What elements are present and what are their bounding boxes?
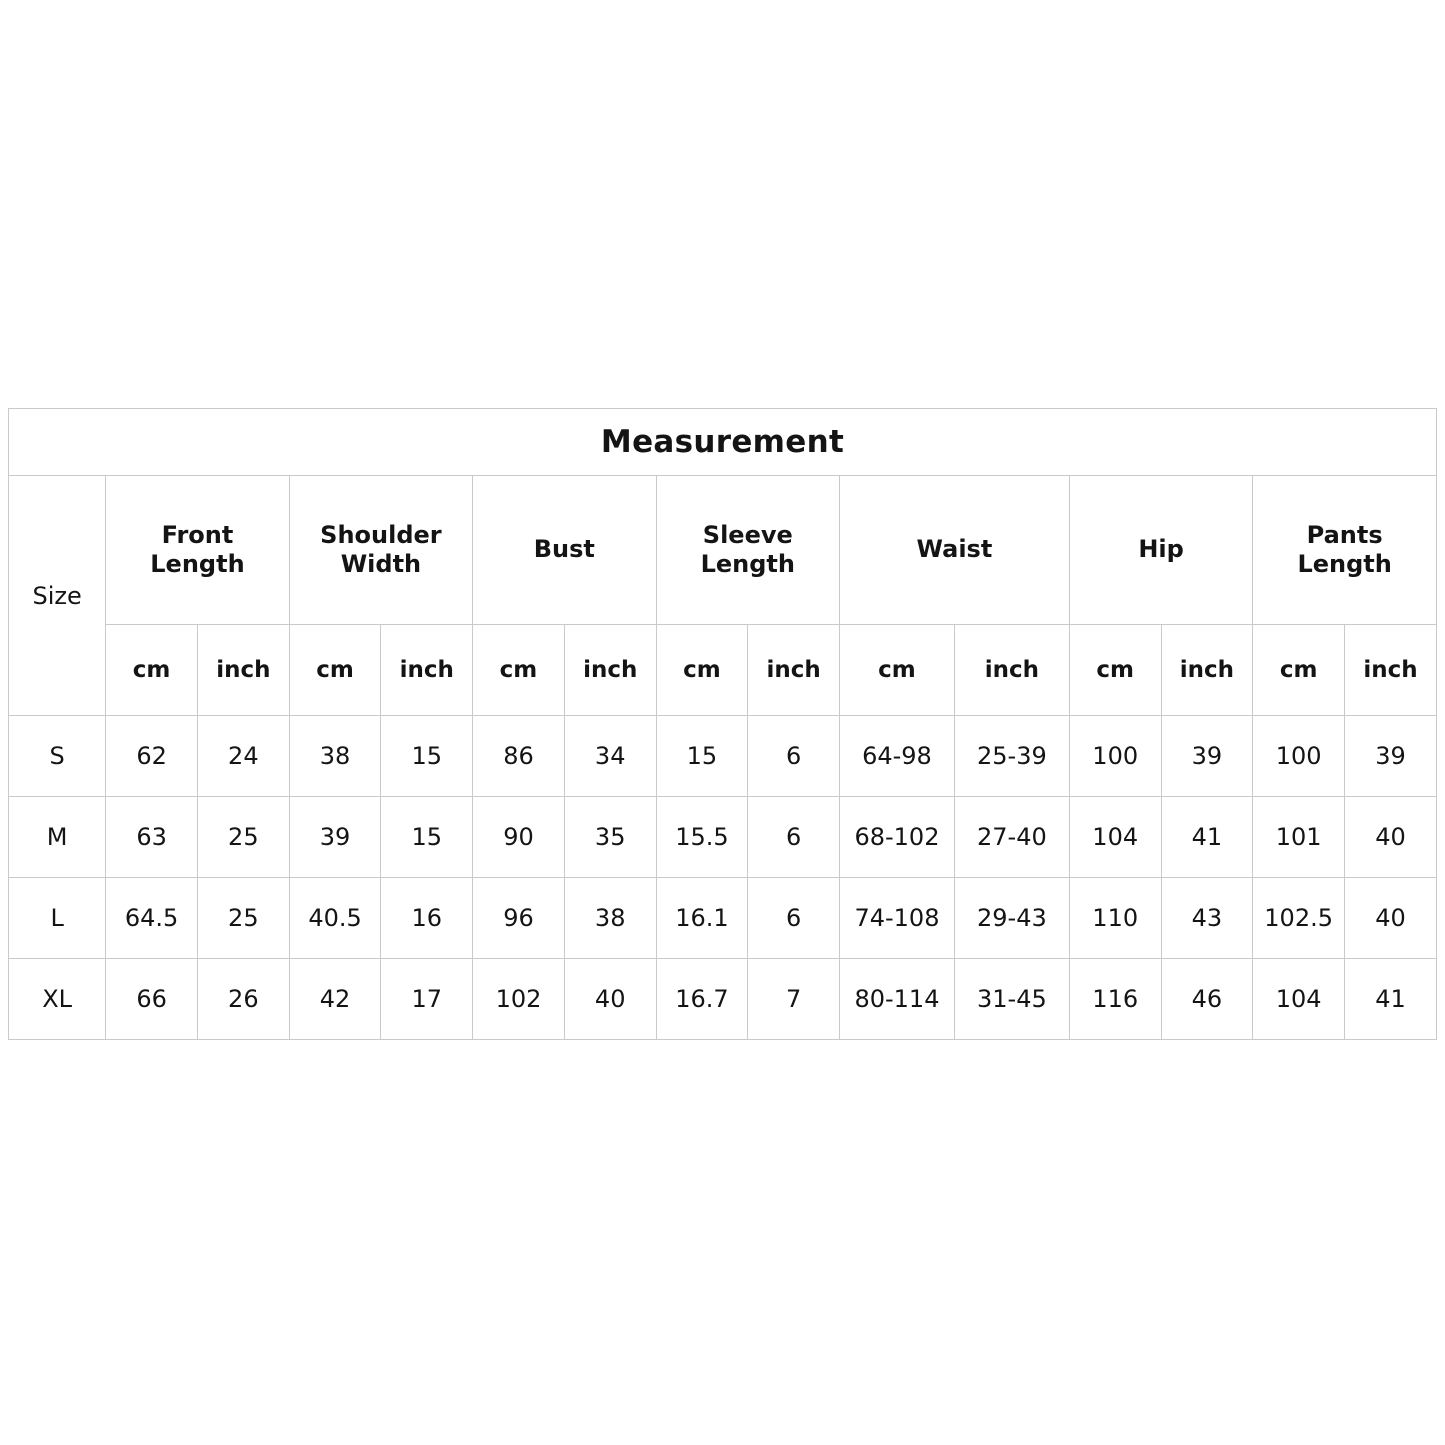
cell-pants-length-inch: 39 <box>1345 716 1437 797</box>
cell-waist-cm: 74-108 <box>840 878 955 959</box>
row-size: M <box>9 797 106 878</box>
cell-sleeve-length-inch: 6 <box>748 878 840 959</box>
unit-shoulder-width-cm: cm <box>289 625 381 716</box>
cell-sleeve-length-inch: 6 <box>748 797 840 878</box>
row-size: XL <box>9 959 106 1040</box>
cell-shoulder-width-cm: 39 <box>289 797 381 878</box>
cell-pants-length-inch: 40 <box>1345 797 1437 878</box>
cell-shoulder-width-cm: 40.5 <box>289 878 381 959</box>
cell-front-length-cm: 64.5 <box>106 878 198 959</box>
cell-front-length-inch: 26 <box>197 959 289 1040</box>
cell-bust-cm: 96 <box>473 878 565 959</box>
cell-waist-cm: 80-114 <box>840 959 955 1040</box>
unit-sleeve-length-inch: inch <box>748 625 840 716</box>
cell-front-length-inch: 25 <box>197 797 289 878</box>
unit-waist-inch: inch <box>954 625 1069 716</box>
header-shoulder-width: Shoulder Width <box>289 476 472 625</box>
unit-bust-cm: cm <box>473 625 565 716</box>
size-chart-container <box>8 408 1437 1040</box>
unit-front-length-inch: inch <box>197 625 289 716</box>
unit-shoulder-width-inch: inch <box>381 625 473 716</box>
header-hip: Hip <box>1069 476 1252 625</box>
cell-waist-cm: 68-102 <box>840 797 955 878</box>
unit-front-length-cm: cm <box>106 625 198 716</box>
header-waist: Waist <box>840 476 1070 625</box>
cell-waist-cm: 64-98 <box>840 716 955 797</box>
cell-pants-length-cm: 104 <box>1253 959 1345 1040</box>
cell-bust-inch: 40 <box>564 959 656 1040</box>
cell-shoulder-width-inch: 15 <box>381 716 473 797</box>
cell-hip-inch: 46 <box>1161 959 1253 1040</box>
cell-pants-length-inch: 40 <box>1345 878 1437 959</box>
unit-bust-inch: inch <box>564 625 656 716</box>
row-size: S <box>9 716 106 797</box>
cell-front-length-inch: 25 <box>197 878 289 959</box>
cell-bust-cm: 86 <box>473 716 565 797</box>
table-row <box>9 716 1437 797</box>
unit-sleeve-length-cm: cm <box>656 625 748 716</box>
unit-pants-length-inch: inch <box>1345 625 1437 716</box>
cell-waist-inch: 31-45 <box>954 959 1069 1040</box>
group-header-row <box>9 476 1437 625</box>
header-front-length: Front Length <box>106 476 289 625</box>
cell-bust-cm: 102 <box>473 959 565 1040</box>
cell-front-length-cm: 63 <box>106 797 198 878</box>
unit-hip-inch: inch <box>1161 625 1253 716</box>
cell-sleeve-length-inch: 7 <box>748 959 840 1040</box>
cell-bust-cm: 90 <box>473 797 565 878</box>
table-title-row <box>9 409 1437 476</box>
cell-hip-cm: 100 <box>1069 716 1161 797</box>
unit-pants-length-cm: cm <box>1253 625 1345 716</box>
cell-bust-inch: 34 <box>564 716 656 797</box>
cell-bust-inch: 38 <box>564 878 656 959</box>
unit-header-row <box>9 625 1437 716</box>
unit-waist-cm: cm <box>840 625 955 716</box>
cell-hip-cm: 104 <box>1069 797 1161 878</box>
table-row <box>9 797 1437 878</box>
cell-shoulder-width-cm: 42 <box>289 959 381 1040</box>
cell-shoulder-width-inch: 16 <box>381 878 473 959</box>
row-size: L <box>9 878 106 959</box>
measurement-table <box>8 408 1437 1040</box>
table-row <box>9 878 1437 959</box>
header-sleeve-length: Sleeve Length <box>656 476 839 625</box>
header-size: Size <box>9 476 106 716</box>
cell-pants-length-inch: 41 <box>1345 959 1437 1040</box>
cell-sleeve-length-cm: 16.7 <box>656 959 748 1040</box>
cell-hip-inch: 39 <box>1161 716 1253 797</box>
cell-waist-inch: 29-43 <box>954 878 1069 959</box>
cell-hip-inch: 41 <box>1161 797 1253 878</box>
cell-front-length-inch: 24 <box>197 716 289 797</box>
cell-shoulder-width-inch: 17 <box>381 959 473 1040</box>
cell-hip-cm: 116 <box>1069 959 1161 1040</box>
cell-pants-length-cm: 101 <box>1253 797 1345 878</box>
cell-sleeve-length-cm: 16.1 <box>656 878 748 959</box>
header-bust: Bust <box>473 476 656 625</box>
cell-sleeve-length-cm: 15.5 <box>656 797 748 878</box>
header-pants-length: Pants Length <box>1253 476 1437 625</box>
unit-hip-cm: cm <box>1069 625 1161 716</box>
cell-hip-inch: 43 <box>1161 878 1253 959</box>
cell-sleeve-length-cm: 15 <box>656 716 748 797</box>
cell-waist-inch: 25-39 <box>954 716 1069 797</box>
table-title: Measurement <box>9 409 1437 476</box>
table-row <box>9 959 1437 1040</box>
cell-shoulder-width-cm: 38 <box>289 716 381 797</box>
cell-hip-cm: 110 <box>1069 878 1161 959</box>
cell-front-length-cm: 62 <box>106 716 198 797</box>
cell-bust-inch: 35 <box>564 797 656 878</box>
cell-pants-length-cm: 102.5 <box>1253 878 1345 959</box>
cell-pants-length-cm: 100 <box>1253 716 1345 797</box>
cell-front-length-cm: 66 <box>106 959 198 1040</box>
cell-shoulder-width-inch: 15 <box>381 797 473 878</box>
cell-sleeve-length-inch: 6 <box>748 716 840 797</box>
cell-waist-inch: 27-40 <box>954 797 1069 878</box>
